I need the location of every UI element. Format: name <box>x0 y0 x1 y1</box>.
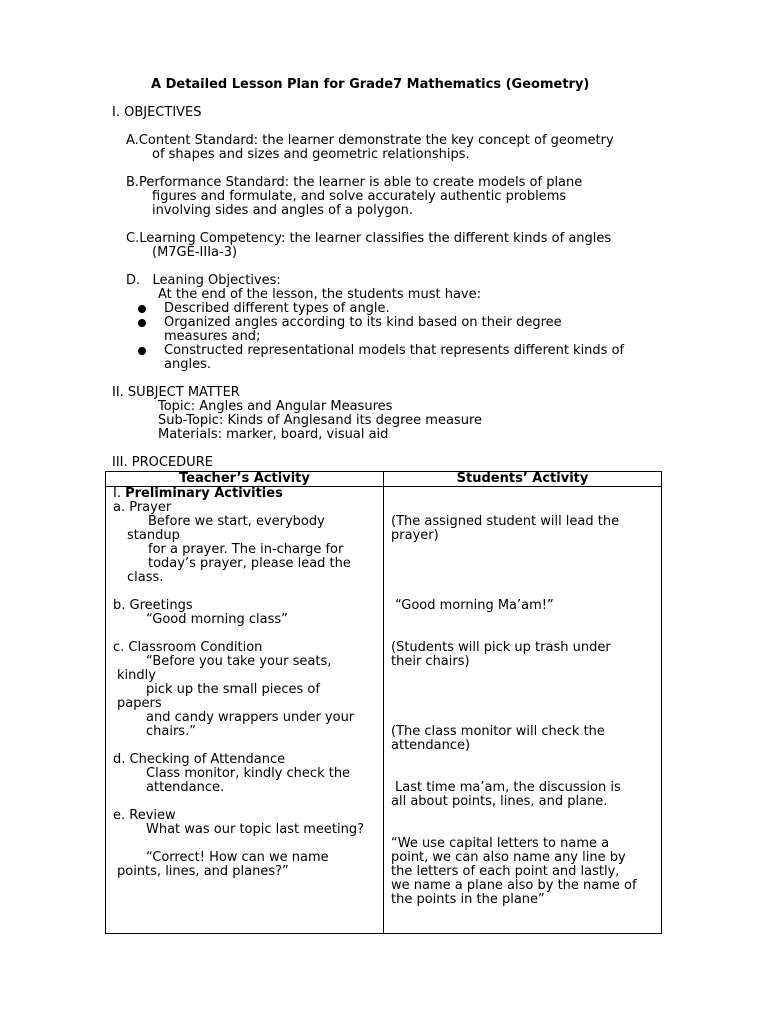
learning-competency-line-2: (M7GE-IIIa-3) <box>152 245 238 260</box>
teacher-line: “Before you take your seats, <box>146 654 332 669</box>
subject-topic: Topic: Angles and Angular Measures <box>158 399 393 414</box>
student-line: Last time ma’am, the discussion is <box>395 780 621 795</box>
student-line: (The assigned student will lead the <box>391 514 620 529</box>
performance-standard-line-1: B.Performance Standard: the learner is able to create models of plane <box>126 175 583 190</box>
content-standard-line-1: A.Content Standard: the learner demonstrate the key concept of geometry <box>126 133 614 148</box>
subject-matter-heading: II. SUBJECT MATTER <box>112 385 240 400</box>
objective-bullet-3-line-2: angles. <box>164 357 211 372</box>
student-line: all about points, lines, and plane. <box>391 794 608 809</box>
bullet-dot-icon <box>138 305 146 313</box>
teacher-line: for a prayer. The in-charge for <box>148 542 344 557</box>
bullet-dot-icon <box>138 319 146 327</box>
teacher-line: pick up the small pieces of <box>146 682 320 697</box>
document-title: A Detailed Lesson Plan for Grade7 Mathematics (Geometry) <box>151 77 590 92</box>
teacher-line: “Correct! How can we name <box>146 850 329 865</box>
teacher-line: points, lines, and planes?” <box>117 864 289 879</box>
teacher-line: class. <box>127 570 164 585</box>
teacher-line: e. Review <box>113 808 176 823</box>
teacher-line: kindly <box>117 668 156 683</box>
objective-bullet-2-line-2: measures and; <box>164 329 261 344</box>
learning-objectives-intro: At the end of the lesson, the students must have: <box>158 287 481 302</box>
subject-subtopic: Sub-Topic: Kinds of Anglesand its degree measure <box>158 413 483 428</box>
teacher-line: papers <box>117 696 162 711</box>
teacher-line: today’s prayer, please lead the <box>148 556 351 571</box>
student-line: the letters of each point and lastly, <box>391 864 620 879</box>
content-standard-line-2: of shapes and sizes and geometric relationships. <box>152 147 470 162</box>
table-column-divider <box>383 472 384 933</box>
objective-bullet-2-line-1: Organized angles according to its kind based on their degree <box>164 315 562 330</box>
performance-standard-line-2: figures and formulate, and solve accurately authentic problems <box>152 189 567 204</box>
student-line: their chairs) <box>391 654 470 669</box>
student-line: we name a plane also by the name of <box>391 878 637 893</box>
procedure-heading: III. PROCEDURE <box>112 455 213 470</box>
objectives-heading: I. OBJECTIVES <box>112 105 202 120</box>
teacher-line: d. Checking of Attendance <box>113 752 286 767</box>
learning-competency-line-1: C.Learning Competency: the learner classifies the different kinds of angles <box>126 231 612 246</box>
teacher-line: “Good morning class” <box>146 612 288 627</box>
objective-bullet-1: Described different types of angle. <box>164 301 390 316</box>
student-line: “Good morning Ma’am!” <box>395 598 554 613</box>
teacher-line: standup <box>127 528 180 543</box>
objective-bullet-3-line-1: Constructed representational models that represents different kinds of <box>164 343 625 358</box>
teacher-line: What was our topic last meeting? <box>146 822 364 837</box>
teacher-activity-header: Teacher’s Activity <box>179 471 310 486</box>
teacher-line: Before we start, everybody <box>148 514 325 529</box>
teacher-line: a. Prayer <box>113 500 172 515</box>
teacher-line: and candy wrappers under your <box>146 710 355 725</box>
teacher-line: Class monitor, kindly check the <box>146 766 351 781</box>
student-line: point, we can also name any line by <box>391 850 626 865</box>
teacher-line: b. Greetings <box>113 598 193 613</box>
student-line: attendance) <box>391 738 471 753</box>
subject-materials: Materials: marker, board, visual aid <box>158 427 389 442</box>
learning-objectives-heading: D. Leaning Objectives: <box>126 273 281 288</box>
student-line: prayer) <box>391 528 439 543</box>
student-line: (Students will pick up trash under <box>391 640 611 655</box>
students-activity-header: Students’ Activity <box>456 471 589 486</box>
student-line: (The class monitor will check the <box>391 724 605 739</box>
teacher-line: chairs.” <box>146 724 196 739</box>
procedure-table <box>105 471 662 934</box>
teacher-line: c. Classroom Condition <box>113 640 263 655</box>
performance-standard-line-3: involving sides and angles of a polygon. <box>152 203 413 218</box>
teacher-line: I. Preliminary Activities <box>113 486 283 501</box>
teacher-line: attendance. <box>146 780 225 795</box>
student-line: the points in the plane” <box>391 892 545 907</box>
bullet-dot-icon <box>138 347 146 355</box>
student-line: “We use capital letters to name a <box>391 836 610 851</box>
